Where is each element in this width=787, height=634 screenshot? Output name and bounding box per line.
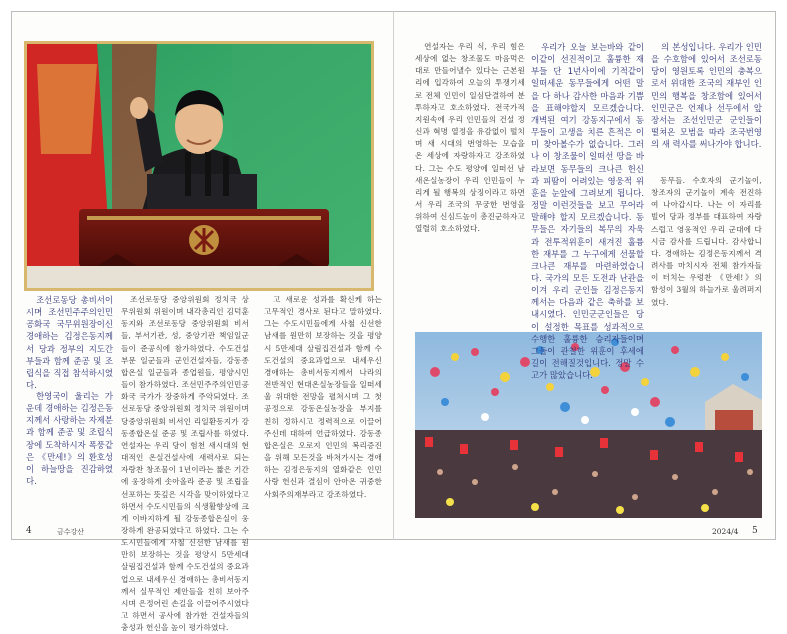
article-column-c bbox=[121, 294, 249, 633]
article-column-g bbox=[651, 41, 762, 176]
article-column-f bbox=[531, 41, 644, 381]
article-paragraph: 조선로동당 총비서이시며 조선민주주의인민공화국 국무위원장이신 경애하는 김정은동지께서 당과 정부의 지도간부들과 함께 준공 및 조립식을 직접 참석하시였다. bbox=[26, 295, 113, 391]
article-paragraph: 우리가 오늘 보는바와 같이 이같이 선진적이고 훌륭한 재부들 단 1년사이에 기적같이 일떠세운 동무들에게 어떤 말을 다 하나 감사한 마음과 기쁨을 표해야할지 모르겠습니다. 개벽된 여기 강동지구에서 동무들이 고생을 치른 흔적은 이미 찾아볼수가 없습니다. 그러나 이 창조물이 일떠선 땅을 바라보면 동무들의 크나큰 헌신과 피땀이 어려있는 영웅적 위훈을 눈앞에 그려보게 됩니다. 정말 이런것들을 보고 무어라 말해야 할지 모르겠습니다. 동무들은 자기들의 복무의 자욱과 전투적위훈이 새겨진 훌륭한 재부를 그 누구에게 선물할 크나큰 재부를 마련하였습니다. 국가의 모든 도전과 난관을 이겨 우리 군인들 김정은동지께서는 다음과 같은 축하를 보내시였다. 인민군군인들은 당이 설정한 목표를 성과적으로 수행한 훌륭한 승리자들이며 그들이 관철한 위훈이 후세에 길이 전해질것입니다. 정말 수고가 많았습니다. bbox=[531, 42, 644, 381]
article-column-e bbox=[415, 41, 525, 326]
article-paragraph: 한영국이 울리는 가운데 경애하는 김정은동지께서 사랑하는 자제분과 함께 준공 및 조립식장에 도착하시자 폭풍같은 《만세!》의 환호성이 하늘땅을 진감하였다. bbox=[26, 391, 113, 487]
article-paragraph: 의 본성입니다. 우리가 인민을 수호함에 있어서 조선로동당이 영원토록 인민의 충복으로서 위대한 조국의 재부인 인민의 행복을 창조함에 있어서 인민군은 언제나 선두에서 앞장서는 조선인민군 군인들이 떨쳐온 모범을 따라 조국번영의 새 력사를 써나가야 합니다. bbox=[651, 42, 762, 150]
leader-podium-photo bbox=[24, 41, 374, 291]
article-column-b bbox=[26, 390, 113, 528]
article-paragraph: 동무들. 수호자의 군기놀이, 창조자의 군기놀이 계속 전진하여 나아갑시다. 나는 이 자리를 빌어 당과 정부를 대표하여 자랑스럽고 영웅적인 우리 군대에 다시금 감사를 드립니다. 감사합니다. 경애하는 김정은동지께서 격려사를 마치시자 전체 참가자들이 터치는 우렁찬 《만세!》의 함성이 3월의 하늘가로 울려퍼지였다. bbox=[651, 176, 762, 307]
center-spine bbox=[393, 11, 394, 540]
issue-date: 2024/4 bbox=[712, 527, 739, 536]
publication-name: 금수강산 bbox=[57, 528, 85, 536]
article-column-a bbox=[26, 294, 113, 390]
article-paragraph: 고 새로운 성과를 확신케 하는 고무적인 경사로 된다고 말하였다. 그는 수도시민들에게 사철 신선한 남새를 원만히 보장하는 것을 평양시 5만세대 살림집건설과 함께 수도건설의 중요과업으로 내세우신 경애하는 총비서동지께서 나라의 전반적인 현대온실농장들을 일떠세울 위대한 전망을 펼쳐시며 그 첫 공정으로 강동온실농장을 부지를 친히 정하시고 정력적으로 이끌어주신데 대하여 언급하였다. 강동종합온실은 오로지 인민의 복리증진을 위해 모든것을 바쳐가시는 경애하는 김정은동지의 열화같은 인민사랑 헌신과 결심이 안아온 귀중한 사회주의재부라고 강조하였다. bbox=[264, 295, 382, 499]
right-page-number: 5 bbox=[752, 526, 758, 536]
article-column-d bbox=[264, 294, 382, 528]
article-paragraph: 연설자는 우리 식, 우리 힘은 세상에 없는 창조물도 마음먹은 대로 만들어낼수 있다는 근본원리에 입각하여 오늘의 투쟁기세로 전체 인민이 일심단결하여 분투하자고 호소하였다. 전국가적 지원속에 우리 인민들의 건설 정신과 혁명 열정을 유감없이 떨치며 새 시대의 번영하는 모습을 온 세상에 자랑하자고 강조하였다. 그는 수도 평양에 일떠선 남새온실농장이 우리 인민들이 누리게 될 행복의 상징이라고 하면서 우리 조국의 무궁한 번영을 위하여 신심드높이 총진군하자고 열렬히 호소하였다. bbox=[415, 42, 525, 234]
left-page-number: 4 bbox=[26, 526, 32, 536]
article-paragraph: 조선로동당 중앙위원회 정치국 상무위원회 위원이며 내각총리인 김덕훈동지와 조선로동당 중앙위원회 비서들, 부서기관, 성, 중앙기관 책임일군들이 준공식에 참가하였다. 수도건설 부문 일군들과 군인건설자들, 강동종합온실 일군들과 종업원들, 평양시민들이 참가하였다. 조선민주주의인민공화국 국가가 장중하게 주악되였다. 조선로동당 중앙위원회 정치국 위원이며 당중앙위원회 비서인 리일환동지가 강동종합온실 준공 및 조립사를 하였다. 연설자는 우리 당이 험천 새시대의 현대적인 온실건설사에 새력사로 되는 자랑찬 창조물이 1년이라는 짧은 기간에 웅장하게 솟아올라 준공 및 조립을 선포하는 뜻깊은 시각을 맞이하였다고 하면서 수도시민들의 식생활향상에 크게 이바지하게 될 강동종합온실이 웅장하게 완공되였다고 하였다. 그는 수도시민들에게 사철 신선한 남새를 원만히 보장하는 것을 평양시 5만세대 살림집건설과 함께 수도건설의 중요과업으로 내세우신 경애하는 총비서동지께서 실무적인 제안들을 친히 보아주시며 은정어린 손길을 이끌어주시였다고 하면서 공사에 참가한 건설자들의 충성과 헌신을 높이 평가하였다. bbox=[121, 295, 249, 633]
article-column-h bbox=[651, 175, 762, 325]
